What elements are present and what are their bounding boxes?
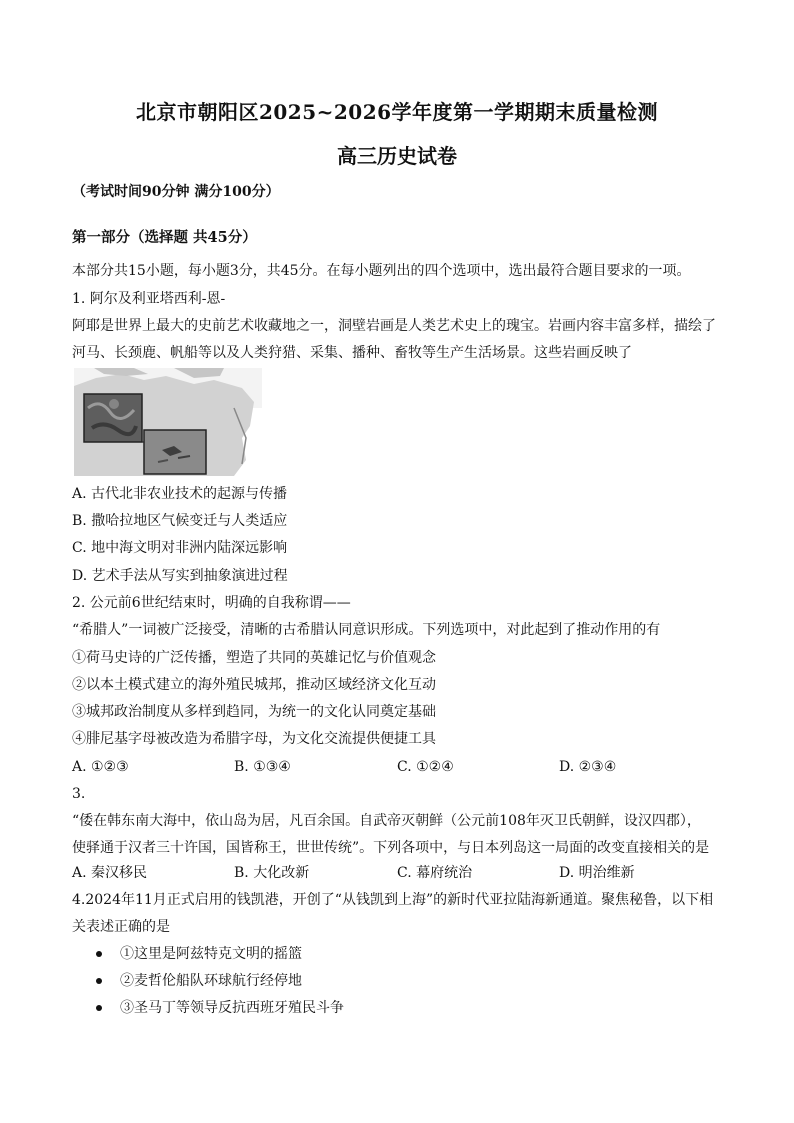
question-3-line-3: 使驿通于汉者三十许国，国皆称王，世世传统”。下列各项中，与日本列岛这一局面的改变直接相关的是 <box>72 840 710 856</box>
section-instructions: 本部分共15小题，每小题3分，共45分。在每小题列出的四个选项中，选出最符合题目要求的一项。 <box>72 263 691 279</box>
question-4-line-1: 4.2024年11月正式启用的钱凯港，开创了“从钱凯到上海”的新时代亚拉陆海新通道。聚焦秘鲁，以下相 <box>72 892 714 908</box>
question-1-line-3: 河马、长颈鹿、帆船等以及人类狩猎、采集、播种、畜牧等生产生活场景。这些岩画反映了 <box>72 345 632 361</box>
question-3-line-2: “倭在韩东南大海中，依山岛为居，凡百余国。自武帝灭朝鲜（公元前108年灭卫氏朝鲜，设汉四郡）， <box>72 813 701 829</box>
rock-art-map-figure <box>74 368 262 476</box>
question-2-statement-1: ①荷马史诗的广泛传播，塑造了共同的英雄记忆与价值观念 <box>72 650 436 666</box>
question-2-statement-2: ②以本土模式建立的海外殖民城邦，推动区域经济文化互动 <box>72 677 436 693</box>
question-2-option-d: D. ②③④ <box>559 759 617 775</box>
question-1-option-a: A. 古代北非农业技术的起源与传播 <box>72 486 288 502</box>
question-2-statement-3: ③城邦政治制度从多样到趋同，为统一的文化认同奠定基础 <box>72 704 436 720</box>
question-2-statement-4: ④腓尼基字母被改造为希腊字母，为文化交流提供便捷工具 <box>72 731 436 747</box>
question-2-line-2: “希腊人”一词被广泛接受，清晰的古希腊认同意识形成。下列选项中，对此起到了推动作用的有 <box>72 622 661 638</box>
question-1-line-2: 阿耶是世界上最大的史前艺术收藏地之一，洞壁岩画是人类艺术史上的瑰宝。岩画内容丰富多样，描绘了 <box>72 318 716 334</box>
question-3-option-b: B. 大化改新 <box>234 865 310 881</box>
bullet-icon <box>96 978 102 984</box>
question-1-option-c: C. 地中海文明对非洲内陆深远影响 <box>72 540 288 556</box>
question-2-option-a: A. ①②③ <box>72 759 129 775</box>
question-1-option-b: B. 撒哈拉地区气候变迁与人类适应 <box>72 513 288 529</box>
section-title: 第一部分（选择题 共45分） <box>72 229 257 246</box>
bullet-icon <box>96 951 102 957</box>
map-with-rock-art-photos-icon <box>74 368 262 476</box>
bullet-icon <box>96 1005 102 1011</box>
question-3-option-d: D. 明治维新 <box>559 865 635 881</box>
question-4-statement-1: ①这里是阿兹特克文明的摇篮 <box>120 946 302 962</box>
question-2-option-c: C. ①②④ <box>397 759 454 775</box>
question-3-number: 3. <box>72 786 86 802</box>
question-3-option-c: C. 幕府统治 <box>397 865 473 881</box>
question-1-line-1: 1. 阿尔及利亚塔西利-恩- <box>72 291 226 307</box>
page-title: 北京市朝阳区2025~2026学年度第一学期期末质量检测 <box>135 100 659 124</box>
question-2-option-b: B. ①③④ <box>234 759 291 775</box>
question-2-line-1: 2. 公元前6世纪结束时，明确的自我称谓—— <box>72 595 351 611</box>
page-subtitle: 高三历史试卷 <box>337 144 457 168</box>
question-4-statement-2: ②麦哲伦船队环球航行经停地 <box>120 973 302 989</box>
question-3-option-a: A. 秦汉移民 <box>72 865 148 881</box>
question-4-statement-3: ③圣马丁等领导反抗西班牙殖民斗争 <box>120 1000 344 1016</box>
question-1-option-d: D. 艺术手法从写实到抽象演进过程 <box>72 568 288 584</box>
question-4-line-2: 关表述正确的是 <box>72 919 170 935</box>
exam-info: （考试时间90分钟 满分100分） <box>72 184 280 200</box>
